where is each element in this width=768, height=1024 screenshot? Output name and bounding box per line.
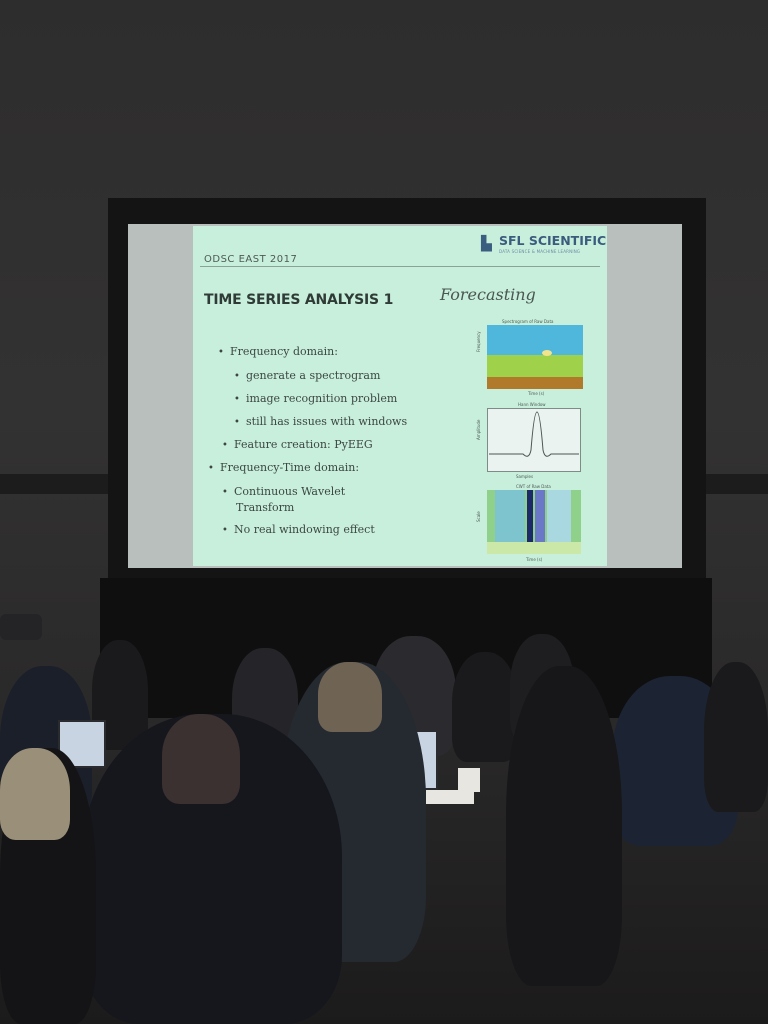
slide-title: TIME SERIES ANALYSIS 1 (204, 292, 394, 308)
mini-chart-title: CWT of Raw Data (516, 484, 551, 489)
bullet-item: • Continuous Wavelet (222, 485, 346, 498)
bullet-item: • Frequency domain: (218, 345, 338, 358)
bullet-item: • Feature creation: PyEEG (222, 438, 373, 451)
company-tagline: DATA SCIENCE & MACHINE LEARNING (499, 249, 581, 254)
wavelet-chart (487, 490, 581, 554)
slide-subtitle: Forecasting (440, 285, 536, 304)
wavelet-image (487, 490, 581, 554)
bullet-icon: • (222, 440, 228, 451)
company-logo-icon: ▙ (481, 236, 492, 252)
audience-member-head (0, 748, 70, 840)
bullet-icon: • (218, 347, 224, 358)
slide-divider (200, 266, 600, 267)
mini-chart-ylabel: Scale (476, 511, 481, 522)
audience-member (704, 662, 768, 812)
coffee-cup (458, 768, 480, 792)
audience-member-head (318, 662, 382, 732)
company-logo: SFL SCIENTIFIC (499, 233, 607, 248)
bullet-item: • still has issues with windows (234, 415, 408, 428)
window-curve (487, 408, 581, 472)
mini-chart-xlabel: Samples (516, 474, 534, 479)
bullet-icon: • (234, 371, 240, 382)
bullet-icon: • (222, 525, 228, 536)
bullet-item-continuation: Transform (236, 501, 295, 514)
mini-chart-ylabel: Amplitude (476, 419, 481, 440)
mini-chart-title: Spectrogram of Raw Data (502, 319, 554, 324)
audience-member (452, 652, 518, 762)
bullet-item: • Frequency-Time domain: (208, 461, 360, 474)
mini-chart-xlabel: Time (s) (528, 391, 545, 396)
mini-chart-title: Hann Window (518, 402, 546, 407)
mini-chart-ylabel: Frequency (476, 331, 481, 352)
spectrogram-chart (487, 325, 583, 389)
bullet-icon: • (234, 417, 240, 428)
bullet-item: • No real windowing effect (222, 523, 375, 536)
bullet-icon: • (208, 463, 214, 474)
spectrogram-image (487, 325, 583, 389)
bullet-item: • generate a spectrogram (234, 369, 381, 382)
audience-member-head (162, 714, 240, 804)
bullet-icon: • (222, 487, 228, 498)
audience-member (506, 666, 622, 986)
bullet-icon: • (234, 394, 240, 405)
notepad (426, 790, 474, 804)
window-chart (487, 408, 581, 472)
bullet-item: • image recognition problem (234, 392, 398, 405)
slide-header: ODSC EAST 2017 (204, 254, 298, 265)
mini-chart-xlabel: Time (s) (526, 557, 543, 562)
presenter-arm (0, 614, 42, 640)
